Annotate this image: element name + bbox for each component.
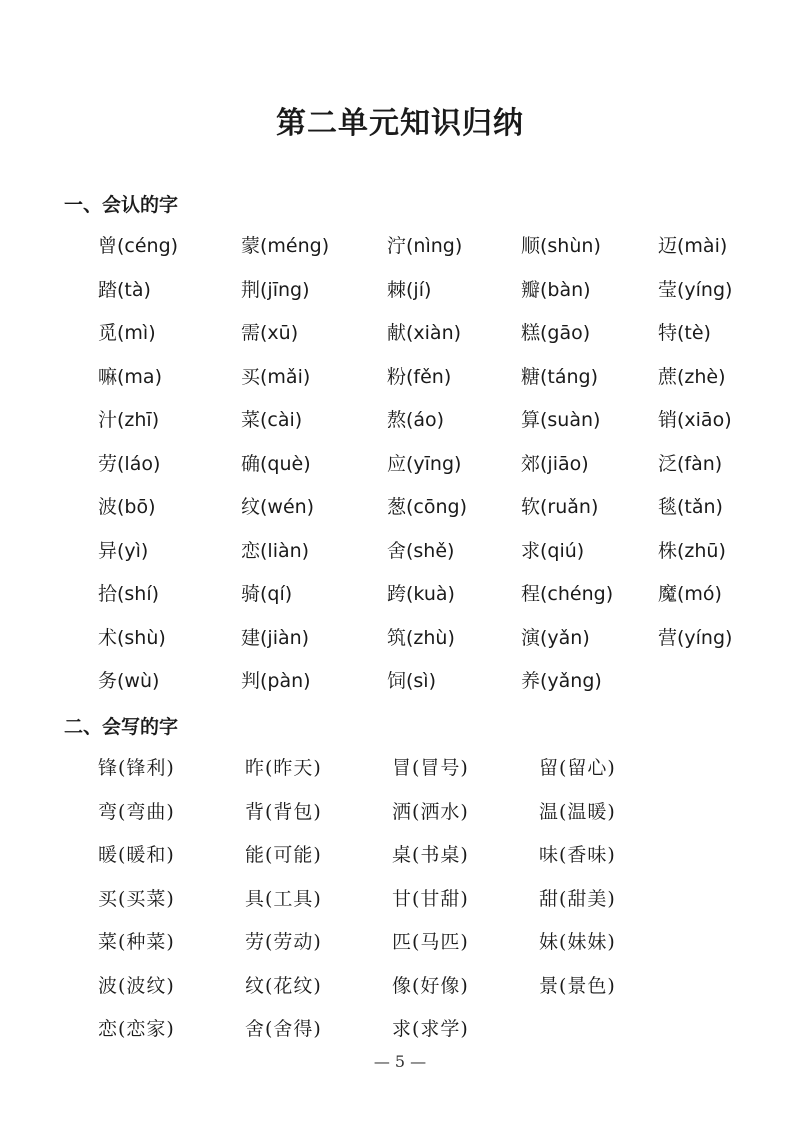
write-character-item: 波(波纹) [98, 974, 175, 997]
recognize-character-item: 熬(áo) [387, 409, 445, 431]
recognize-character-item: 销(xiāo) [658, 409, 732, 431]
recognize-character-item: 荆(jīng) [241, 278, 310, 301]
write-character-item: 妹(妹妹) [539, 931, 616, 953]
recognize-character-item: 莹(yíng) [658, 278, 733, 301]
recognize-character-item: 骑(qí) [241, 583, 293, 605]
write-character-item: 暖(暖和) [98, 844, 175, 866]
write-character-item: 舍(舍得) [245, 1018, 322, 1040]
section-heading-write: 二、会写的字 [64, 716, 179, 738]
write-character-item: 洒(洒水) [392, 800, 469, 823]
recognize-character-item: 异(yì) [98, 539, 149, 562]
write-character-item: 留(留心) [539, 757, 616, 779]
write-character-item: 温(温暖) [539, 800, 616, 823]
page-number: — 5 — [373, 1052, 427, 1071]
recognize-character-item: 蒙(méng) [241, 235, 330, 257]
recognize-character-item: 求(qiú) [521, 539, 585, 562]
recognize-character-item: 确(què) [241, 452, 311, 475]
recognize-character-item: 郊(jiāo) [521, 452, 589, 475]
recognize-character-item: 毯(tǎn) [658, 496, 723, 518]
write-character-item: 菜(种菜) [98, 931, 175, 953]
recognize-character-item: 恋(liàn) [241, 539, 310, 562]
write-character-item: 冒(冒号) [392, 757, 469, 779]
write-character-item: 匹(马匹) [392, 931, 469, 953]
recognize-character-item: 株(zhū) [658, 539, 726, 562]
recognize-character-item: 顺(shùn) [521, 235, 601, 257]
recognize-character-item: 糖(táng) [521, 365, 599, 388]
write-character-item: 昨(昨天) [245, 757, 322, 779]
recognize-character-item: 菜(cài) [241, 409, 303, 431]
recognize-character-item: 需(xū) [241, 322, 299, 344]
page-title: 第二单元知识归纳 [276, 106, 524, 141]
write-character-item: 锋(锋利) [98, 757, 175, 779]
recognize-character-item: 判(pàn) [241, 670, 311, 692]
write-character-item: 弯(弯曲) [98, 800, 175, 823]
write-character-item: 甜(甜美) [539, 887, 616, 910]
recognize-character-item: 筑(zhù) [387, 626, 455, 649]
recognize-character-item: 汁(zhī) [98, 409, 160, 431]
recognize-character-item: 嘛(ma) [98, 365, 162, 388]
write-character-item: 像(好像) [392, 974, 469, 997]
recognize-character-item: 特(tè) [658, 322, 711, 344]
write-character-item: 恋(恋家) [98, 1018, 175, 1040]
recognize-character-item: 劳(láo) [98, 452, 161, 475]
recognize-character-item: 算(suàn) [521, 409, 601, 431]
recognize-character-item: 拾(shí) [98, 583, 160, 605]
recognize-character-item: 跨(kuà) [387, 583, 455, 605]
recognize-character-item: 觅(mì) [98, 322, 156, 344]
recognize-character-item: 软(ruǎn) [521, 496, 599, 518]
recognize-character-grid [98, 228, 778, 707]
write-character-item: 味(香味) [539, 844, 616, 866]
write-character-item: 景(景色) [539, 974, 616, 997]
recognize-character-item: 应(yīng) [387, 452, 462, 475]
recognize-character-item: 营(yíng) [658, 626, 733, 649]
write-character-item: 纹(花纹) [245, 974, 322, 997]
recognize-character-item: 务(wù) [98, 670, 160, 692]
recognize-character-item: 饲(sì) [387, 670, 437, 692]
recognize-character-item: 葱(cōng) [387, 496, 467, 518]
recognize-character-item: 曾(céng) [98, 235, 179, 257]
recognize-character-item: 棘(jí) [387, 278, 432, 301]
recognize-character-item: 瓣(bàn) [521, 278, 591, 301]
recognize-character-item: 泛(fàn) [658, 452, 723, 475]
write-character-grid [98, 750, 679, 1055]
recognize-character-item: 粉(fěn) [387, 365, 452, 388]
recognize-character-item: 泞(nìng) [387, 235, 463, 257]
recognize-character-item: 舍(shě) [387, 539, 455, 562]
recognize-character-item: 迈(mài) [658, 235, 728, 257]
recognize-character-item: 术(shù) [98, 626, 166, 649]
recognize-character-item: 踏(tà) [98, 278, 151, 301]
recognize-character-item: 糕(gāo) [521, 322, 591, 344]
write-character-item: 求(求学) [392, 1018, 469, 1040]
recognize-character-item: 养(yǎng) [521, 670, 602, 692]
write-character-item: 背(背包) [245, 800, 322, 823]
write-character-item: 劳(劳动) [245, 931, 322, 953]
section-heading-recognize: 一、会认的字 [64, 194, 179, 216]
recognize-character-item: 建(jiàn) [241, 626, 310, 649]
write-character-item: 具(工具) [245, 887, 322, 910]
recognize-character-item: 演(yǎn) [521, 626, 590, 649]
recognize-character-item: 程(chéng) [521, 583, 614, 605]
recognize-character-item: 献(xiàn) [387, 322, 462, 344]
write-character-item: 甘(甘甜) [392, 887, 469, 910]
write-character-item: 能(可能) [245, 844, 322, 866]
recognize-character-item: 蔗(zhè) [658, 365, 726, 388]
recognize-character-item: 波(bō) [98, 496, 156, 518]
write-character-item: 买(买菜) [98, 887, 175, 910]
write-character-item: 桌(书桌) [392, 844, 469, 866]
recognize-character-item: 魔(mó) [658, 583, 722, 605]
recognize-character-item: 纹(wén) [241, 496, 315, 518]
recognize-character-item: 买(mǎi) [241, 365, 311, 388]
